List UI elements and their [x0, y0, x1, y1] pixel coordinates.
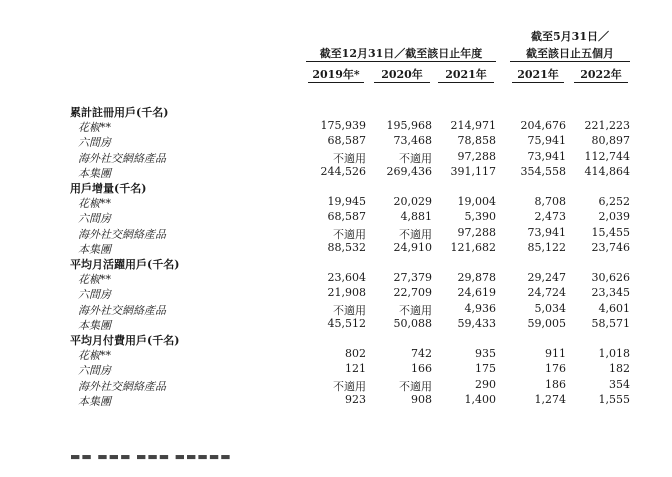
year-rule	[308, 82, 364, 83]
value-cell: 不適用	[399, 380, 432, 393]
section-title: 平均月付費用戶(千名)	[70, 334, 180, 347]
year-rule	[574, 82, 628, 83]
row-label: 海外社交網絡產品	[78, 152, 166, 165]
value-cell: 2,473	[534, 210, 566, 223]
value-cell: 923	[345, 393, 366, 406]
value-cell: 29,247	[527, 271, 566, 284]
value-cell: 不適用	[333, 380, 366, 393]
year-rule	[374, 82, 430, 83]
value-cell: 45,512	[327, 317, 366, 330]
value-cell: 176	[545, 362, 566, 375]
value-cell: 4,601	[598, 302, 630, 315]
year-rule	[438, 82, 494, 83]
period-header-full-year: 截至12月31日／截至該日止年度	[319, 47, 483, 60]
row-label: 六間房	[78, 364, 111, 377]
row-label: 六間房	[78, 212, 111, 225]
value-cell: 6,252	[598, 195, 630, 208]
year-header: 2021年	[517, 68, 559, 81]
value-cell: 8,708	[534, 195, 566, 208]
value-cell: 908	[411, 393, 432, 406]
row-label: 花椒**	[78, 349, 111, 362]
value-cell: 1,274	[534, 393, 566, 406]
value-cell: 112,744	[584, 150, 630, 163]
value-cell: 24,910	[393, 241, 432, 254]
value-cell: 59,005	[527, 317, 566, 330]
value-cell: 186	[545, 378, 566, 391]
value-cell: 不適用	[333, 152, 366, 165]
header-rule-right	[510, 61, 630, 62]
value-cell: 29,878	[457, 271, 496, 284]
value-cell: 5,034	[534, 302, 566, 315]
value-cell: 24,724	[527, 286, 566, 299]
value-cell: 58,571	[591, 317, 630, 330]
year-header: 2022年	[580, 68, 622, 81]
value-cell: 391,117	[450, 165, 496, 178]
value-cell: 23,604	[327, 271, 366, 284]
row-label: 花椒**	[78, 197, 111, 210]
year-header: 2021年	[445, 68, 487, 81]
period-header-partial-line1: 截至5月31日／	[531, 30, 609, 43]
value-cell: 182	[609, 362, 630, 375]
value-cell: 290	[475, 378, 496, 391]
value-cell: 不適用	[399, 304, 432, 317]
row-label: 海外社交網絡產品	[78, 380, 166, 393]
value-cell: 75,941	[527, 134, 566, 147]
row-label: 本集團	[78, 167, 111, 180]
value-cell: 221,223	[584, 119, 630, 132]
value-cell: 4,881	[400, 210, 432, 223]
value-cell: 742	[411, 347, 432, 360]
value-cell: 85,122	[527, 241, 566, 254]
value-cell: 68,587	[327, 210, 366, 223]
row-label: 花椒**	[78, 273, 111, 286]
value-cell: 不適用	[333, 304, 366, 317]
value-cell: 175,939	[320, 119, 366, 132]
value-cell: 73,941	[527, 150, 566, 163]
value-cell: 不適用	[333, 228, 366, 241]
value-cell: 不適用	[399, 152, 432, 165]
value-cell: 73,941	[527, 226, 566, 239]
value-cell: 121,682	[450, 241, 496, 254]
value-cell: 24,619	[457, 286, 496, 299]
row-label: 海外社交網絡產品	[78, 228, 166, 241]
value-cell: 195,968	[386, 119, 432, 132]
value-cell: 935	[475, 347, 496, 360]
clipped-footnote: ▬▬ ▬▬▬ ▬▬▬ ▬▬▬▬▬	[70, 450, 232, 463]
value-cell: 20,029	[393, 195, 432, 208]
value-cell: 244,526	[320, 165, 366, 178]
value-cell: 1,400	[464, 393, 496, 406]
value-cell: 166	[411, 362, 432, 375]
row-label: 海外社交網絡產品	[78, 304, 166, 317]
value-cell: 21,908	[327, 286, 366, 299]
year-rule	[512, 82, 564, 83]
value-cell: 911	[545, 347, 566, 360]
value-cell: 97,288	[457, 226, 496, 239]
value-cell: 204,676	[520, 119, 566, 132]
row-label: 花椒**	[78, 121, 111, 134]
value-cell: 88,532	[327, 241, 366, 254]
row-label: 六間房	[78, 136, 111, 149]
value-cell: 19,004	[457, 195, 496, 208]
period-header-partial-line2: 截至該日止五個月	[526, 47, 614, 60]
value-cell: 15,455	[591, 226, 630, 239]
value-cell: 80,897	[591, 134, 630, 147]
value-cell: 354,558	[520, 165, 566, 178]
row-label: 本集團	[78, 319, 111, 332]
value-cell: 73,468	[393, 134, 432, 147]
section-title: 累計註冊用戶(千名)	[70, 106, 169, 119]
value-cell: 4,936	[464, 302, 496, 315]
value-cell: 68,587	[327, 134, 366, 147]
value-cell: 354	[609, 378, 630, 391]
value-cell: 121	[345, 362, 366, 375]
value-cell: 2,039	[598, 210, 630, 223]
value-cell: 269,436	[386, 165, 432, 178]
value-cell: 不適用	[399, 228, 432, 241]
value-cell: 23,345	[591, 286, 630, 299]
value-cell: 175	[475, 362, 496, 375]
year-header: 2019年*	[312, 68, 360, 81]
year-header: 2020年	[381, 68, 423, 81]
value-cell: 23,746	[591, 241, 630, 254]
value-cell: 1,555	[598, 393, 630, 406]
value-cell: 97,288	[457, 150, 496, 163]
value-cell: 5,390	[464, 210, 496, 223]
row-label: 本集團	[78, 395, 111, 408]
row-label: 本集團	[78, 243, 111, 256]
value-cell: 27,379	[393, 271, 432, 284]
value-cell: 59,433	[457, 317, 496, 330]
value-cell: 19,945	[327, 195, 366, 208]
section-title: 用戶增量(千名)	[70, 182, 147, 195]
header-rule-left	[306, 61, 496, 62]
value-cell: 22,709	[393, 286, 432, 299]
value-cell: 50,088	[393, 317, 432, 330]
value-cell: 30,626	[591, 271, 630, 284]
value-cell: 78,858	[457, 134, 496, 147]
value-cell: 214,971	[450, 119, 496, 132]
row-label: 六間房	[78, 288, 111, 301]
section-title: 平均月活躍用戶(千名)	[70, 258, 180, 271]
value-cell: 1,018	[598, 347, 630, 360]
value-cell: 802	[345, 347, 366, 360]
value-cell: 414,864	[584, 165, 630, 178]
